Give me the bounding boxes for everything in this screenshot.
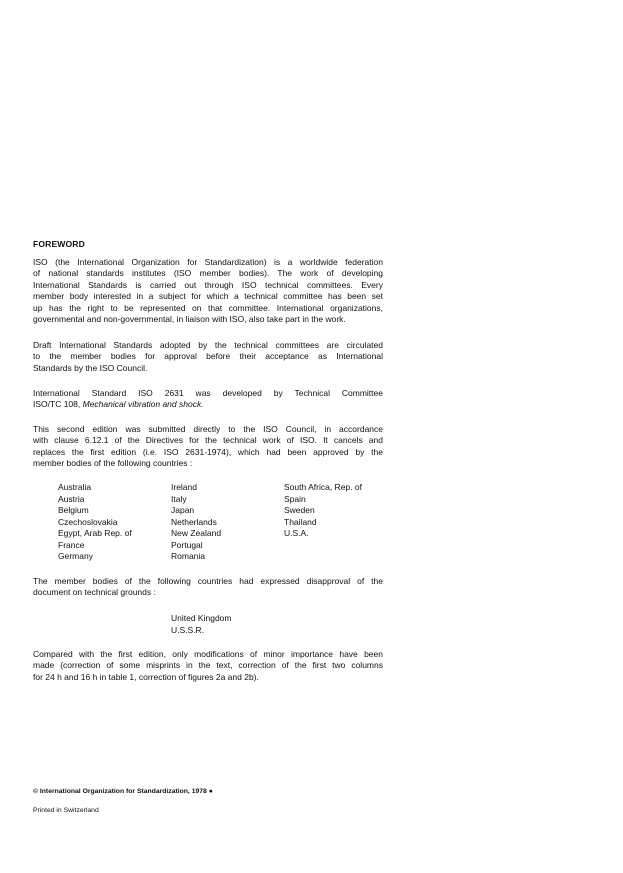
country-column-3	[284, 482, 362, 540]
country-column-1	[58, 482, 132, 563]
country-item: Germany	[58, 551, 93, 561]
text-line: Draft International Standards adopted by the technical committees are circulated	[33, 340, 383, 350]
text-line: document on technical grounds :	[33, 587, 156, 598]
country-item: U.S.A.	[284, 528, 309, 538]
country-item: Egypt, Arab Rep. of	[58, 528, 132, 538]
text-line: for 24 h and 16 h in table 1, correction of figures 2a and 2b).	[33, 671, 259, 682]
country-item: U.S.S.R.	[171, 624, 205, 635]
text-line: The member bodies of the following countries had expressed disapproval of the	[33, 576, 383, 586]
country-item: Romania	[171, 551, 206, 561]
disapproving-countries-list	[171, 613, 231, 636]
country-item: New Zealand	[171, 528, 222, 538]
country-item: Portugal	[171, 539, 203, 550]
country-item: Australia	[58, 482, 92, 492]
country-item: Spain	[284, 493, 306, 504]
country-item: Netherlands	[171, 516, 217, 527]
country-item: South Africa, Rep. of	[284, 482, 362, 492]
paragraph-development	[33, 388, 383, 411]
text-line: ISO (the International Organization for Standardization) is a worldwide federation	[33, 257, 383, 267]
country-item: Austria	[58, 493, 85, 504]
text-line: Compared with the first edition, only modifications of minor importance have been	[33, 649, 383, 659]
country-item: United Kingdom	[171, 613, 232, 623]
text-line: to the member bodies for approval before their acceptance as International	[33, 351, 383, 362]
text-line	[33, 399, 383, 410]
country-item: Italy	[171, 493, 187, 504]
paragraph-second-edition	[33, 424, 383, 470]
text-line: Standards by the ISO Council.	[33, 362, 148, 373]
country-item: Thailand	[284, 516, 317, 527]
text-line: governmental and non-governmental, in liaison with ISO, also take part in the work.	[33, 314, 346, 325]
text-line: up has the right to be represented on that committee. International organizations,	[33, 302, 383, 313]
text-line: International Standards is carried out through ISO technical committees. Every	[33, 279, 383, 290]
text-line: with clause 6.12.1 of the Directives for the technical work of ISO. It cancels and	[33, 435, 383, 446]
text-line: replaces the first edition (i.e. ISO 2631-1974), which had been approved by the	[33, 446, 383, 457]
copyright-notice: © International Organization for Standardization, 1978 ●	[33, 788, 213, 795]
country-item: Belgium	[58, 505, 89, 515]
country-item: Japan	[171, 505, 195, 515]
text-line: member body interested in a subject for which a technical committee has been set	[33, 291, 383, 302]
paragraph-draft-standards	[33, 340, 383, 374]
printed-in-notice: Printed in Switzerland	[33, 807, 99, 814]
country-item: Czechoslovakia	[58, 516, 118, 527]
paragraph-iso-description	[33, 257, 383, 325]
paragraph-modifications	[33, 649, 383, 683]
committee-ref: ISO/TC 108,	[33, 399, 83, 410]
text-line: member bodies of the following countries :	[33, 458, 193, 469]
committee-title: Mechanical vibration and shock.	[82, 399, 204, 410]
text-line: of national standards institutes (ISO member bodies). The work of developing	[33, 268, 383, 279]
country-item: Sweden	[284, 505, 315, 515]
text-line: International Standard ISO 2631 was developed by Technical Committee	[33, 388, 383, 398]
text-line: made (correction of some misprints in the text, correction of the first two columns	[33, 660, 383, 671]
foreword-heading: FOREWORD	[33, 239, 85, 249]
country-column-2	[171, 482, 221, 563]
text-line: This second edition was submitted directly to the ISO Council, in accordance	[33, 424, 383, 434]
paragraph-disapproval	[33, 576, 383, 599]
country-item: France	[58, 539, 85, 550]
country-item: Ireland	[171, 482, 197, 492]
